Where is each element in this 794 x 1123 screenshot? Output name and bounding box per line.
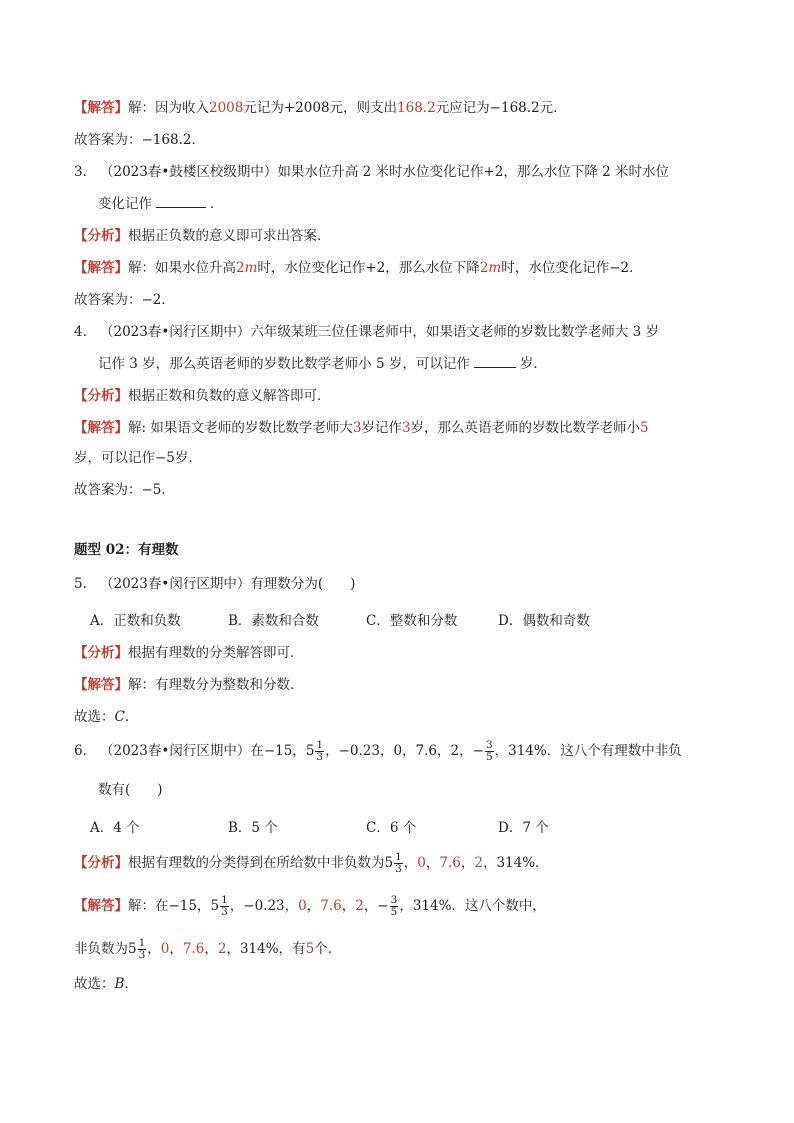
q4-jieda: 【解答】解: 如果语文老师的岁数比数学老师大3岁记作3岁，那么英语老师的岁数比数学老师小5	[74, 420, 649, 436]
q6-jieda-cont: 非负数为5 $\frac{1}{3}$ ，0，7.6，2，314%，有5个．	[74, 937, 342, 961]
fraction: $\frac{3}{5}$	[390, 894, 398, 918]
fenxi-tag: 【分析】	[74, 388, 128, 404]
q6-stem-cont: 数有( )	[98, 782, 163, 798]
option-c: C．6 个	[366, 820, 417, 836]
q6-fenxi: 【分析】根据有理数的分类得到在所给数中非负数为5 $\frac{1}{3}$ ，0，7.6，2，314%．	[74, 851, 549, 875]
jieda-tag: 【解答】	[74, 100, 128, 116]
q2-answer: 故答案为：−168.2．	[74, 132, 205, 148]
answer-blank	[156, 193, 206, 208]
fraction: $\frac{1}{3}$	[316, 739, 324, 763]
q4-fenxi: 【分析】根据正数和负数的意义解答即可．	[74, 388, 331, 404]
answer-blank	[474, 353, 516, 368]
question-number: 4.	[74, 324, 87, 340]
q6-choose: 故选：B．	[74, 976, 138, 992]
q4-answer: 故答案为：−5．	[74, 482, 175, 498]
q6-jieda: 【解答】解：在−15，5 $\frac{1}{3}$ ，−0.23，0，7.6，2，− $\frac{3}{5}$ ，314%．这八个数中，	[74, 894, 546, 918]
option-b: B．素数和合数	[228, 613, 319, 629]
q3-stem-cont: 变化记作 ．	[98, 193, 748, 215]
option-a: A．正数和负数	[90, 613, 181, 629]
jieda-tag: 【解答】	[74, 260, 128, 276]
option-d: D．7 个	[498, 820, 549, 836]
q5-jieda: 【解答】解：有理数分为整数和分数．	[74, 677, 304, 693]
q6-options	[90, 817, 740, 839]
q3-fenxi: 【分析】根据正负数的意义即可求出答案．	[74, 228, 331, 244]
jieda-tag: 【解答】	[74, 677, 128, 693]
q6-stem: 6. （2023春•闵行区期中）在−15，5 $\frac{1}{3}$ ，−0.23，0，7.6，2，− $\frac{3}{5}$ ，314%．这八个有理数中非负	[74, 739, 682, 763]
q5-fenxi: 【分析】根据有理数的分类解答即可．	[74, 645, 304, 661]
q4-stem: 4. （2023春•闵行区期中）六年级某班三位任课老师中，如果语文老师的岁数比数学老师大 3 岁	[74, 321, 724, 343]
question-number: 3.	[74, 164, 87, 180]
fraction: $\frac{3}{5}$	[485, 739, 493, 763]
fraction: $\frac{1}{3}$	[138, 937, 146, 961]
fraction: $\frac{1}{3}$	[395, 851, 402, 875]
option-a: A．4 个	[90, 820, 140, 836]
q3-answer: 故答案为：−2．	[74, 292, 175, 308]
question-number: 6.	[74, 743, 87, 759]
q5-choose: 故选：C．	[74, 709, 139, 725]
jieda-tag: 【解答】	[74, 420, 128, 436]
q3-jieda: 【解答】解：如果水位升高2m时，水位变化记作+2，那么水位下降2m时，水位变化记作−2．	[74, 260, 643, 276]
q2-jieda: 【解答】解：因为收入2008元记为+2008元，则支出168.2元应记为−168.2元．	[74, 100, 567, 116]
option-d: D．偶数和奇数	[498, 613, 590, 629]
q3-stem: 3. （2023春•鼓楼区校级期中）如果水位升高 2 米时水位变化记作+2，那么水位下降 2 米时水位	[74, 161, 724, 183]
jieda-tag: 【解答】	[74, 898, 128, 914]
q5-stem: 5. （2023春•闵行区期中）有理数分为( )	[74, 573, 724, 595]
q4-jieda-cont: 岁，可以记作−5岁．	[74, 450, 202, 466]
fenxi-tag: 【分析】	[74, 645, 128, 661]
option-b: B．5 个	[228, 820, 278, 836]
fraction: $\frac{1}{3}$	[221, 894, 228, 918]
option-c: C．整数和分数	[366, 613, 458, 629]
question-number: 5.	[74, 576, 87, 592]
q5-options	[90, 610, 740, 632]
fenxi-tag: 【分析】	[74, 855, 128, 871]
section-heading: 题型 02：有理数	[74, 542, 179, 558]
fenxi-tag: 【分析】	[74, 228, 128, 244]
q4-stem-cont: 记作 3 岁，那么英语老师的岁数比数学老师小 5 岁，可以记作 岁．	[98, 353, 748, 375]
